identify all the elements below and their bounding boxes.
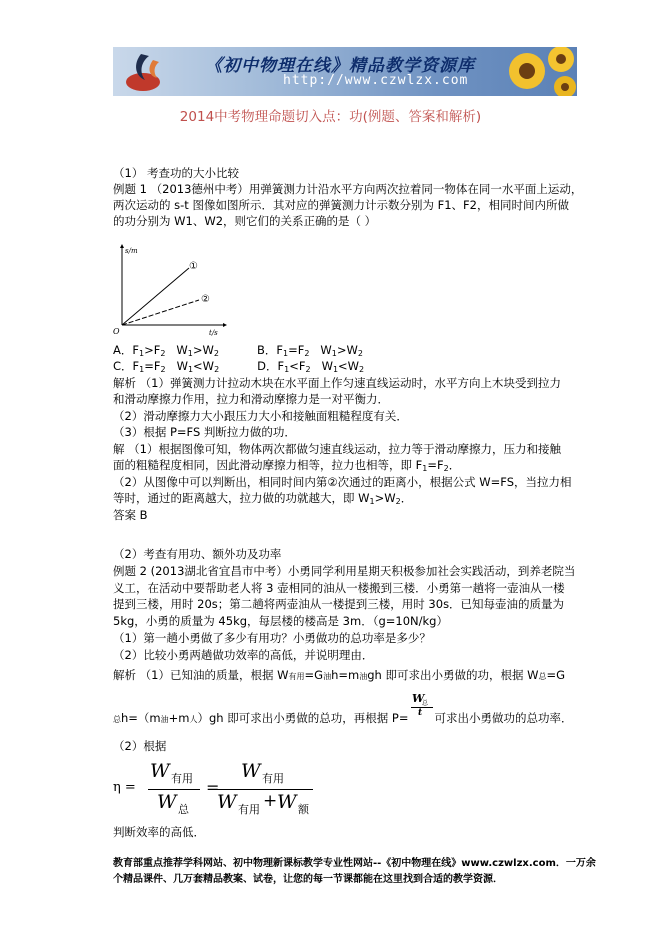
option-d: D．$F_1<F_2$ $W_1<W_2$ xyxy=(257,359,365,374)
graph-line-1 xyxy=(122,268,189,325)
analysis1-line1: 解析 （1）弹簧测力计拉动木块在水平面上作匀速直线运动时，水平方向上木块受到拉力 xyxy=(113,376,561,390)
analysis2-line1: 解析 （1）已知油的质量，根据 W有用=G油h=m油gh 即可求出小勇做的功，根据 W总=G xyxy=(113,668,566,682)
answer1: 答案 B xyxy=(113,508,148,522)
conclusion: 判断效率的高低． xyxy=(113,825,205,839)
graph-line2-label: ② xyxy=(201,294,210,305)
example1-line3: 的功分别为 W1、W2，则它们的关系正确的是（ ） xyxy=(113,214,377,228)
graph-line1-label: ① xyxy=(189,261,198,272)
section1-heading: （1） 考查功的大小比较 xyxy=(113,166,239,180)
example2-line4: 5kg，小勇的质量为 45kg，每层楼的楼高是 3m．（g=10N/kg） xyxy=(113,614,448,628)
example2-line3: 提到三楼，用时 20s；第二趟将两壶油从一楼提到三楼，用时 30s．已知每壶油的质量为 xyxy=(113,597,565,611)
options-row2 xyxy=(113,359,364,377)
solution1-line4: 等时，通过的距离越大，拉力做的功就越大，即 $W_1>W_2$． xyxy=(113,491,413,506)
power-fraction: W 总 t xyxy=(411,692,433,728)
footer xyxy=(113,856,596,888)
question2: （2）比较小勇两趟做功效率的高低，并说明理由． xyxy=(113,648,374,662)
example1-line1: 例题 1 （2013德州中考）用弹簧测力计沿水平方向两次拉着同一物体在同一水平面上运动， xyxy=(113,182,583,196)
s-t-graph xyxy=(113,243,228,338)
banner-title: 《初中物理在线》精品教学资源库 xyxy=(205,56,475,76)
option-b: B．$F_1=F_2$ $W_1>W_2$ xyxy=(256,343,363,358)
analysis1-line2: 和滑动摩擦力作用，拉力和滑动摩擦力是一对平衡力． xyxy=(113,392,389,406)
example2-line1: 例题 2 (2013湖北省宜昌市中考）小勇同学利用星期天积极参加社会实践活动，到养老院当 xyxy=(113,564,576,578)
page-title: 2014中考物理命题切入点：功(例题、答案和解析) xyxy=(179,109,482,125)
graph-xlabel: t/s xyxy=(209,329,218,337)
section2-heading: （2）考查有用功、额外功及功率 xyxy=(113,547,282,561)
graph-line-2 xyxy=(122,300,199,325)
solution1-line3: （2）从图像中可以判断出，相同时间内第②次通过的距离小，根据公式 W=FS，当拉力相 xyxy=(113,475,572,489)
graph-origin: O xyxy=(113,327,120,336)
solution1-line1: 解 （1）根据图像可知，物体两次都做匀速直线运动，拉力等于滑动摩擦力，压力和接触 xyxy=(113,442,561,456)
analysis1-line3: （2）滑动摩擦力大小跟压力大小和接触面粗糙程度有关． xyxy=(113,409,408,423)
footer-line2: 个精品课件、几万套精品教案、试卷，让您的每一节课都能在这里找到合适的教学资源． xyxy=(113,874,503,885)
solution1-line2: 面的粗糙程度相同，因此滑动摩擦力相等，拉力也相等，即 $F_1=F_2$． xyxy=(113,458,461,473)
analysis2-line2: 总h=（m油+m人）gh 即可求出小勇做的总功，再根据 P= 可求出小勇做功的总功率． xyxy=(113,711,573,725)
option-c: C．$F_1=F_2$ $W_1<W_2$ xyxy=(113,359,220,374)
efficiency-formula: η = W 有用 W 总 = W 有用 W 有用 + W 额 xyxy=(113,760,313,822)
question1: （1）第一趟小勇做了多少有用功？小勇做功的总功率是多少？ xyxy=(113,631,431,645)
header-banner xyxy=(113,47,577,96)
example1-line2: 两次运动的 s-t 图像如图所示．其对应的弹簧测力计示数分别为 F1、F2，相同时间内所做 xyxy=(113,198,569,212)
graph-ylabel: s/m xyxy=(125,247,138,255)
option-a: A．$F_1>F_2$ $W_1>W_2$ xyxy=(113,343,219,358)
site-logo-icon xyxy=(123,50,169,94)
example2-line2: 义工，在活动中要帮助老人将 3 壶相同的油从一楼搬到三楼．小勇第一趟将一壶油从一楼 xyxy=(113,581,565,595)
sunflower-icon xyxy=(497,47,577,96)
footer-line1: 教育部重点推荐学科网站、初中物理新课标教学专业性网站--《初中物理在线》www.czwlzx.com．一万余 xyxy=(113,858,596,869)
analysis2-line3: （2）根据 xyxy=(113,739,167,753)
banner-url: http://www.czwlzx.com xyxy=(283,73,469,88)
analysis1-line4: （3）根据 P=FS 判断拉力做的功． xyxy=(113,425,296,439)
